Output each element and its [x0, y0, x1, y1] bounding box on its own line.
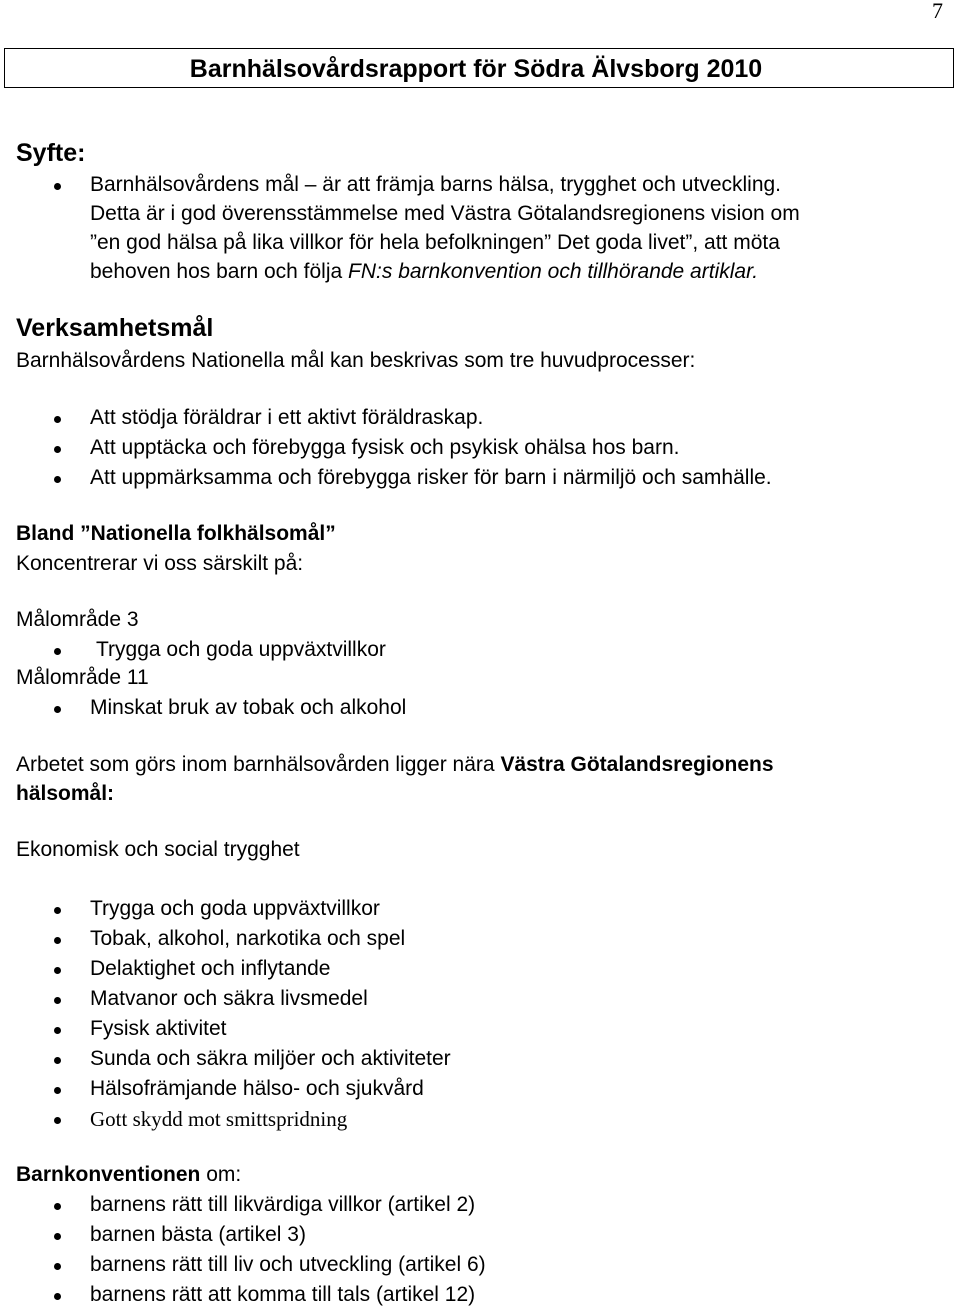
syfte-line-4 [90, 257, 758, 287]
vgr-item: Hälsofrämjande hälso- och sjukvård [90, 1077, 424, 1100]
bullet-icon [54, 937, 61, 944]
document-title: Barnhälsovårdsrapport för Södra Älvsborg 2010 [189, 54, 763, 83]
bullet-icon [54, 1203, 61, 1210]
vgr-item: Trygga och goda uppväxtvillkor [90, 897, 380, 920]
malomrade-3-item: Trygga och goda uppväxtvillkor [96, 638, 386, 661]
syfte-heading: Syfte: [16, 139, 86, 167]
folkhalsa-intro: Koncentrerar vi oss särskilt på: [16, 552, 304, 575]
verksamhet-item: Att upptäcka och förebygga fysisk och psykisk ohälsa hos barn. [90, 436, 680, 459]
syfte-line-4-plain: behoven hos barn och följa [90, 260, 349, 283]
vgr-sub: Ekonomisk och social trygghet [16, 838, 300, 861]
malomrade-11: Målområde 11 [16, 666, 149, 689]
bullet-icon [54, 1057, 61, 1064]
vgr-intro-plain: Arbetet som görs inom barnhälsovården ligger nära [16, 753, 501, 776]
bullet-icon [54, 476, 61, 483]
syfte-line-1: Barnhälsovårdens mål – är att främja barns hälsa, trygghet och utveckling. [90, 173, 782, 196]
bullet-icon [54, 706, 61, 713]
bullet-icon [54, 967, 61, 974]
vgr-item: Gott skydd mot smittspridning [90, 1107, 348, 1131]
barnkonv-plain: om: [200, 1163, 242, 1186]
bullet-icon [54, 446, 61, 453]
malomrade-3: Målområde 3 [16, 608, 139, 631]
vgr-item: Delaktighet och inflytande [90, 957, 331, 980]
title-box [4, 48, 954, 88]
barnkonv-item: barnen bästa (artikel 3) [90, 1223, 306, 1246]
page-number: 7 [932, 0, 943, 23]
barnkonv-bold: Barnkonventionen [16, 1163, 201, 1186]
verksamhet-intro: Barnhälsovårdens Nationella mål kan beskrivas som tre huvudprocesser: [16, 349, 696, 372]
bullet-icon [54, 416, 61, 423]
syfte-line-3: ”en god hälsa på lika villkor för hela befolkningen” Det goda livet”, att möta [90, 231, 780, 254]
vgr-item: Fysisk aktivitet [90, 1017, 227, 1040]
verksamhet-item: Att uppmärksamma och förebygga risker för barn i närmiljö och samhälle. [90, 466, 772, 489]
vgr-intro [16, 750, 774, 780]
folkhalsa-heading: Bland ”Nationella folkhälsomål” [16, 522, 336, 545]
bullet-icon [54, 907, 61, 914]
vgr-item: Tobak, alkohol, narkotika och spel [90, 927, 406, 950]
bullet-icon [54, 1027, 61, 1034]
syfte-line-2: Detta är i god överensstämmelse med Västra Götalandsregionens vision om [90, 202, 800, 225]
malomrade-11-item: Minskat bruk av tobak och alkohol [90, 696, 407, 719]
vgr-item: Matvanor och säkra livsmedel [90, 987, 368, 1010]
vgr-item: Sunda och säkra miljöer och aktiviteter [90, 1047, 451, 1070]
bullet-icon [54, 648, 61, 655]
bullet-icon [54, 1087, 61, 1094]
verksamhet-item: Att stödja föräldrar i ett aktivt föräldraskap. [90, 406, 484, 429]
bullet-icon [54, 1293, 61, 1300]
barnkonv-heading [16, 1160, 241, 1190]
bullet-icon [54, 997, 61, 1004]
syfte-line-4-italic: FN:s barnkonvention och tillhörande artiklar. [348, 260, 759, 283]
bullet-icon [54, 1117, 61, 1124]
bullet-icon [54, 183, 61, 190]
vgr-intro-bold: Västra Götalandsregionens [500, 753, 774, 776]
bullet-icon [54, 1263, 61, 1270]
barnkonv-item: barnens rätt att komma till tals (artikel 12) [90, 1283, 476, 1306]
vgr-halsomal: hälsomål: [16, 782, 115, 805]
verksamhet-heading: Verksamhetsmål [16, 314, 214, 342]
barnkonv-item: barnens rätt till likvärdiga villkor (artikel 2) [90, 1193, 476, 1216]
bullet-icon [54, 1233, 61, 1240]
barnkonv-item: barnens rätt till liv och utveckling (artikel 6) [90, 1253, 486, 1276]
